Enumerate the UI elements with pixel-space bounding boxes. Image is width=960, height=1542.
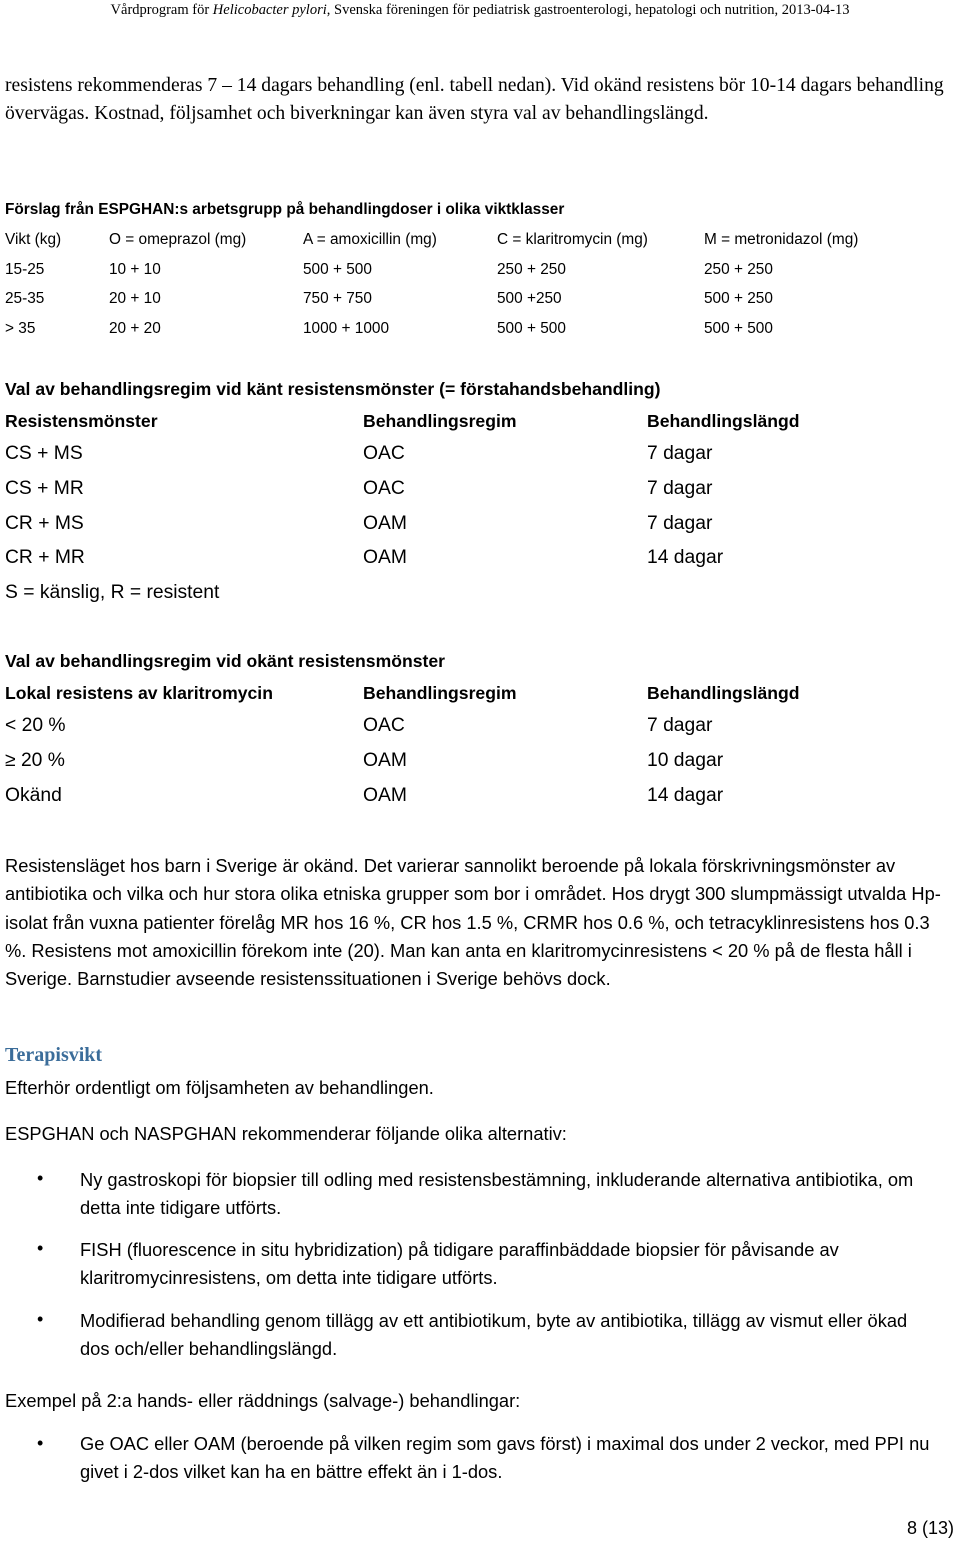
known-cell: OAC (363, 443, 405, 464)
unknown-header-1: Behandlingsregim (363, 683, 517, 703)
unknown-cell: Okänd (5, 785, 62, 806)
dose-cell: 25-35 (5, 290, 45, 307)
intro-paragraph: resistens rekommenderas 7 – 14 dagars behandling (enl. tabell nedan). Vid okänd resistens bör 10-14 dagars behandling övervägas. Kostnad, följsamhet och biverkningar kan även styra val av behandlingslängd. (5, 75, 944, 124)
dose-cell: 20 + 10 (109, 290, 161, 307)
known-cell: CS + MR (5, 478, 84, 499)
header-suffix: , Svenska föreningen för pediatrisk gastroenterologi, hepatologi och nutrition, 2013-04-13 (326, 2, 850, 18)
dose-cell: 500 +250 (497, 290, 562, 307)
unknown-cell: OAC (363, 715, 405, 736)
bullet-marker: • (37, 1309, 44, 1329)
dose-cell: 750 + 750 (303, 290, 372, 307)
header-prefix: Vårdprogram för (110, 2, 213, 18)
therapy-line-1: Efterhör ordentligt om följsamheten av behandlingen. (5, 1077, 434, 1098)
known-cell: OAC (363, 478, 405, 499)
dose-cell: 500 + 500 (704, 320, 773, 337)
bullet-marker: • (37, 1433, 44, 1453)
dose-cell: 250 + 250 (704, 261, 773, 278)
header-italic: Helicobacter pylori (212, 2, 327, 18)
therapy-line-2: ESPGHAN och NASPGHAN rekommenderar följande olika alternativ: (5, 1123, 567, 1144)
resistance-paragraph: Resistensläget hos barn i Sverige är okänd. Det varierar sannolikt beroende på lokala förskrivningsmönster av antibiotika och vilka och hur stora olika etniska grupper som bor i området. Hos drygt 300 slumpmässigt utvalda Hp-isolat från vuxna patienter förelåg MR hos 16 %, CR hos 1.5 %, CRMR hos 0.6 %, och tetracyklinresistens hos 0.3 %. Resistens mot amoxicillin förekom inte (20). Man kan anta en klaritromycinresistens < 20 % på de flesta håll i Sverige. Barnstudier avseende resistenssituationen i Sverige behövs dock. (5, 855, 941, 990)
unknown-cell: OAM (363, 750, 407, 771)
unknown-header-2: Behandlingslängd (647, 683, 800, 703)
bullet-item: Modifierad behandling genom tillägg av ett antibiotikum, byte av antibiotika, tillägg av vismut eller ökad dos och/eller behandlingslängd. (80, 1310, 908, 1360)
known-cell: 7 dagar (647, 443, 713, 464)
bullet-item: FISH (fluorescence in situ hybridization) på tidigare paraffinbäddade biopsier för påvisande av klaritromycinresistens, om detta inte tidigare utförts. (80, 1239, 839, 1289)
known-header-1: Behandlingsregim (363, 411, 517, 431)
dose-header-0: Vikt (kg) (5, 231, 62, 248)
dose-cell: 20 + 20 (109, 320, 161, 337)
known-table-note: S = känslig, R = resistent (5, 582, 220, 603)
known-cell: OAM (363, 513, 407, 534)
known-cell: 7 dagar (647, 513, 713, 534)
dose-cell: 1000 + 1000 (303, 320, 390, 337)
dose-header-3: C = klaritromycin (mg) (497, 231, 648, 248)
dose-cell: 250 + 250 (497, 261, 566, 278)
dose-header-4: M = metronidazol (mg) (704, 231, 859, 248)
known-cell: CS + MS (5, 443, 83, 464)
known-cell: CR + MR (5, 547, 85, 568)
unknown-cell: 14 dagar (647, 785, 724, 806)
unknown-cell: 7 dagar (647, 715, 713, 736)
unknown-table-title: Val av behandlingsregim vid okänt resistensmönster (5, 651, 445, 671)
known-header-0: Resistensmönster (5, 411, 158, 431)
known-table-title: Val av behandlingsregim vid känt resistensmönster (= förstahandsbehandling) (5, 379, 661, 399)
page-number: 8 (13) (906, 1518, 954, 1538)
page-header (0, 1, 960, 19)
section-heading-terapisvikt: Terapisvikt (5, 1044, 103, 1066)
dose-cell: 500 + 500 (497, 320, 566, 337)
dose-cell: > 35 (5, 320, 36, 337)
salvage-title: Exempel på 2:a hands- eller räddnings (salvage-) behandlingar: (5, 1390, 521, 1411)
known-cell: 7 dagar (647, 478, 713, 499)
unknown-cell: ≥ 20 % (5, 750, 65, 771)
dose-table-title: Förslag från ESPGHAN:s arbetsgrupp på behandlingdoser i olika viktklasser (5, 201, 565, 218)
salvage-bullet-item: Ge OAC eller OAM (beroende på vilken regim som gavs först) i maximal dos under 2 veckor, med PPI nu givet i 2-dos vilket kan ha en bättre effekt än i 1-dos. (80, 1433, 930, 1483)
dose-cell: 500 + 500 (303, 261, 372, 278)
dose-cell: 500 + 250 (704, 290, 773, 307)
known-cell: OAM (363, 547, 407, 568)
dose-header-2: A = amoxicillin (mg) (303, 231, 437, 248)
bullet-marker: • (37, 1238, 44, 1258)
dose-header-1: O = omeprazol (mg) (109, 231, 247, 248)
known-cell: CR + MS (5, 513, 84, 534)
dose-cell: 10 + 10 (109, 261, 161, 278)
bullet-item: Ny gastroskopi för biopsier till odling med resistensbestämning, inkluderande alternativa antibiotika, om detta inte tidigare utförts. (80, 1169, 914, 1219)
known-header-2: Behandlingslängd (647, 411, 800, 431)
bullet-marker: • (37, 1168, 44, 1188)
unknown-header-0: Lokal resistens av klaritromycin (5, 683, 273, 703)
unknown-cell: < 20 % (5, 715, 66, 736)
known-cell: 14 dagar (647, 547, 724, 568)
unknown-cell: OAM (363, 785, 407, 806)
unknown-cell: 10 dagar (647, 750, 724, 771)
dose-cell: 15-25 (5, 261, 45, 278)
